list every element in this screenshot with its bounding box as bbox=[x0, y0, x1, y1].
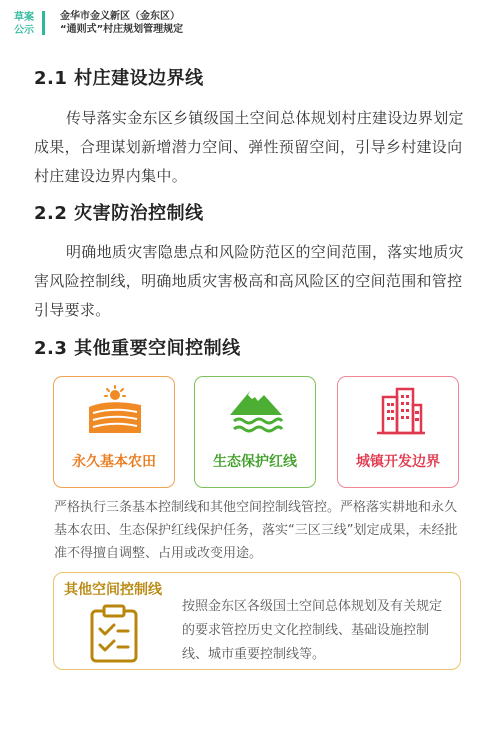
farmland-icon bbox=[85, 385, 145, 435]
clipboard-check-icon bbox=[86, 603, 142, 663]
other-box-text: 按照金东区各级国土空间总体规划及有关规定的要求管控历史文化控制线、基础设施控制线、城市重要控制线等。 bbox=[182, 599, 443, 662]
header-divider bbox=[42, 11, 45, 35]
card-urban-development-boundary bbox=[337, 376, 459, 488]
mountain-water-icon bbox=[226, 385, 286, 435]
page-header bbox=[0, 0, 504, 44]
card-label: 生态保护红线 bbox=[213, 454, 297, 470]
card-permanent-farmland bbox=[53, 376, 175, 488]
section-paragraph-2-1: 传导落实金东区乡镇级国土空间总体规划村庄建设边界划定成果，合理谋划新增潜力空间、弹性预留空间，引导乡村建设向村庄建设边界内集中。 bbox=[34, 109, 464, 185]
section-heading-2-3: 2.3 其他重要空间控制线 bbox=[34, 338, 241, 359]
control-lines-text: 严格执行三条基本控制线和其他空间控制线管控。严格落实耕地和永久基本农田、生态保护红线保护任务，落实“三区三线”划定成果，未经批准不得擅自调整、占用或改变用途。 bbox=[54, 500, 458, 561]
section-heading-2-1: 2.1 村庄建设边界线 bbox=[34, 68, 204, 89]
draft-badge: 草案 公示 bbox=[14, 12, 34, 36]
other-control-lines-box bbox=[53, 572, 461, 670]
card-label: 城镇开发边界 bbox=[356, 454, 440, 470]
other-box-title: 其他空间控制线 bbox=[64, 582, 162, 598]
document-title: 金华市金义新区（金东区） “通则式”村庄规划管理规定 bbox=[60, 11, 184, 35]
section-heading-2-2: 2.2 灾害防治控制线 bbox=[34, 203, 204, 224]
buildings-icon bbox=[369, 385, 429, 435]
card-ecological-red-line bbox=[194, 376, 316, 488]
section-paragraph-2-2: 明确地质灾害隐患点和风险防范区的空间范围，落实地质灾害风险控制线，明确地质灾害极高和高风险区的空间范围和管控引导要求。 bbox=[34, 243, 464, 319]
card-label: 永久基本农田 bbox=[72, 454, 156, 470]
